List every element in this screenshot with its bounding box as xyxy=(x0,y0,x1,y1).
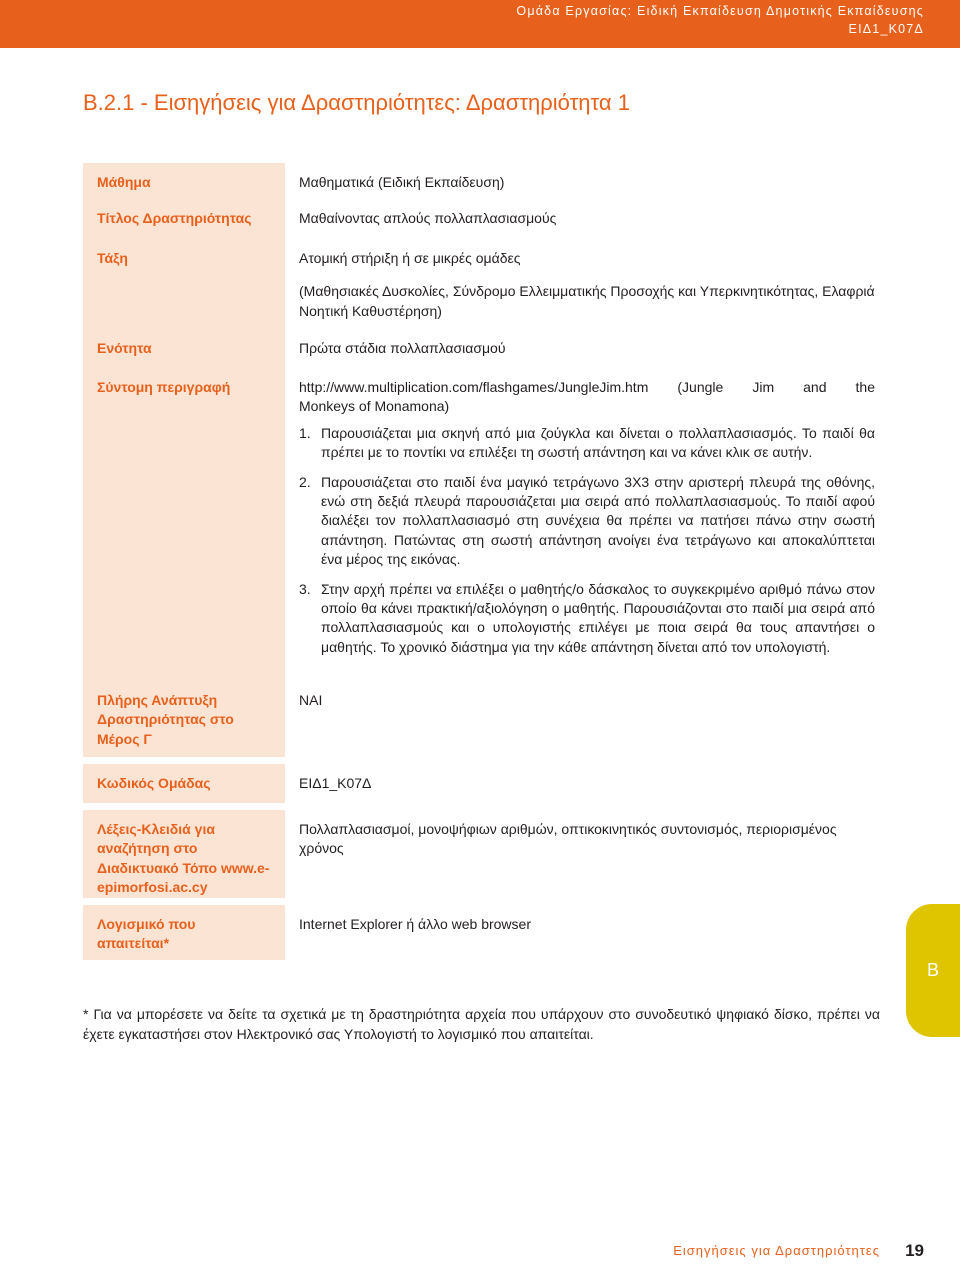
description-label: Σύντομη περιγραφή xyxy=(83,368,285,681)
section-title: Β.2.1 - Εισηγήσεις για Δραστηριότητες: Δραστηριότητα 1 xyxy=(83,90,630,115)
group-code-value: ΕΙΔ1_Κ07Δ xyxy=(299,775,372,791)
row-keywords xyxy=(83,810,883,898)
row-software xyxy=(83,905,883,960)
footnote: * Για να μπορέσετε να δείτε τα σχετικά με τη δραστηριότητα αρχεία που υπάρχουν στο συνοδευτικό ψηφιακό δίσκο, πρέπει να έχετε εγκαταστήσει στον Ηλεκτρονικό σας Υπολογιστή το λογισμικό που απαιτείται. xyxy=(83,1006,880,1042)
header-bar xyxy=(0,0,960,48)
activity-url[interactable]: http://www.multiplication.com/flashgames/JungleJim.htm (Jungle Jim and the xyxy=(299,379,875,395)
unit-value: Πρώτα στάδια πολλαπλασιασμού xyxy=(299,340,506,356)
step-text: Στην αρχή πρέπει να επιλέξει ο μαθητής/ο δάσκαλος το συγκεκριμένο αριθμό πάνω στον οποίο θα κάνει πρακτική/αξιολόγηση ο μαθητής. Παρουσιάζονται στο παιδί μια σειρά από πολλαπλασιασμούς και ο υπολογιστής επιλέγει με ποια σειρά θα τους απαντήσει ο μαθητής. Το χρονικό διάστημα για την κάθε απάντηση δίνεται από τον υπολογιστή. xyxy=(321,580,875,655)
step-text: Παρουσιάζεται στο παιδί ένα μαγικό τετράγωνο 3Χ3 στην αριστερή πλευρά της οθόνης, ενώ στη δεξιά πλευρά παρουσιάζεται μια σειρά από πολλαπλασιασμούς. Το παιδί αφού διαλέξει τον πολλαπλασιασμό στη συνέχεια θα πρέπει να πατήσει πάνω στην σωστή απάντηση. Πατώντας στη σωστή απάντηση ανοίγει ένα τετράγωνο και αποκαλύπτεται ένα μέρος της εικόνας. xyxy=(321,473,875,568)
row-full-development xyxy=(83,681,883,757)
software-label: Λογισμικό που απαιτείται* xyxy=(83,905,285,960)
full-development-value: ΝΑΙ xyxy=(299,692,323,708)
keywords-label: Λέξεις-Κλειδιά για αναζήτηση στο Διαδικτυακό Τόπο www.e-epimorfosi.ac.cy xyxy=(83,810,285,898)
description-steps xyxy=(299,424,875,657)
row-unit xyxy=(83,329,883,368)
list-item xyxy=(299,473,875,570)
subject-label: Μάθημα xyxy=(83,163,285,199)
activity-url-continued: Monkeys of Monamona) xyxy=(299,398,450,415)
group-code-label: Κωδικός Ομάδας xyxy=(83,764,285,803)
section-side-tab xyxy=(906,904,960,1037)
class-value xyxy=(285,239,883,329)
step-text: Παρουσιάζεται μια σκηνή από μια ζούγκλα και δίνεται ο πολλαπλασιασμός. Το παιδί θα πρέπει με το ποντίκι να επιλέξει τη σωστή απάντηση και να κάνει κλικ σε αυτήν. xyxy=(321,424,875,461)
row-group-code xyxy=(83,764,883,803)
activity-table xyxy=(83,163,883,960)
header-group-code: ΕΙΔ1_Κ07Δ xyxy=(848,22,924,36)
footer-label: Εισηγήσεις για Δραστηριότητες xyxy=(673,1243,880,1258)
header-group-title: Ομάδα Εργασίας: Ειδική Εκπαίδευση Δημοτικής Εκπαίδευσης xyxy=(516,4,924,18)
row-class xyxy=(83,239,883,329)
class-value-main: Ατομική στήριξη ή σε μικρές ομάδες xyxy=(299,250,521,266)
row-description xyxy=(83,368,883,681)
software-value: Internet Explorer ή άλλο web browser xyxy=(299,916,531,932)
step-number: 1. xyxy=(299,424,311,441)
full-development-label: Πλήρης Ανάπτυξη Δραστηριότητας στο Μέρος Γ xyxy=(83,681,285,757)
description-value xyxy=(285,368,883,681)
list-item xyxy=(299,424,875,463)
header-text xyxy=(516,2,924,38)
subject-value: Μαθηματικά (Ειδική Εκπαίδευση) xyxy=(299,174,505,190)
row-subject xyxy=(83,163,883,199)
row-activity-title xyxy=(83,199,883,239)
class-label: Τάξη xyxy=(83,239,285,329)
step-number: 3. xyxy=(299,580,311,597)
page-number: 19 xyxy=(905,1241,924,1260)
side-tab-letter: B xyxy=(926,960,939,980)
keywords-value: Πολλαπλασιασμοί, μονοψήφιων αριθμών, οπτικοκινητικός συντονισμός, περιορισμένος χρόνος xyxy=(299,821,837,857)
class-value-detail: (Μαθησιακές Δυσκολίες, Σύνδρομο Ελλειμματικής Προσοχής και Υπερκινητικότητας, Ελαφριά Νοητική Καθυστέρηση) xyxy=(299,283,875,319)
activity-title-label: Τίτλος Δραστηριότητας xyxy=(83,199,285,239)
unit-label: Ενότητα xyxy=(83,329,285,368)
step-number: 2. xyxy=(299,473,311,490)
list-item xyxy=(299,580,875,658)
activity-title-value: Μαθαίνοντας απλούς πολλαπλασιασμούς xyxy=(299,210,557,226)
